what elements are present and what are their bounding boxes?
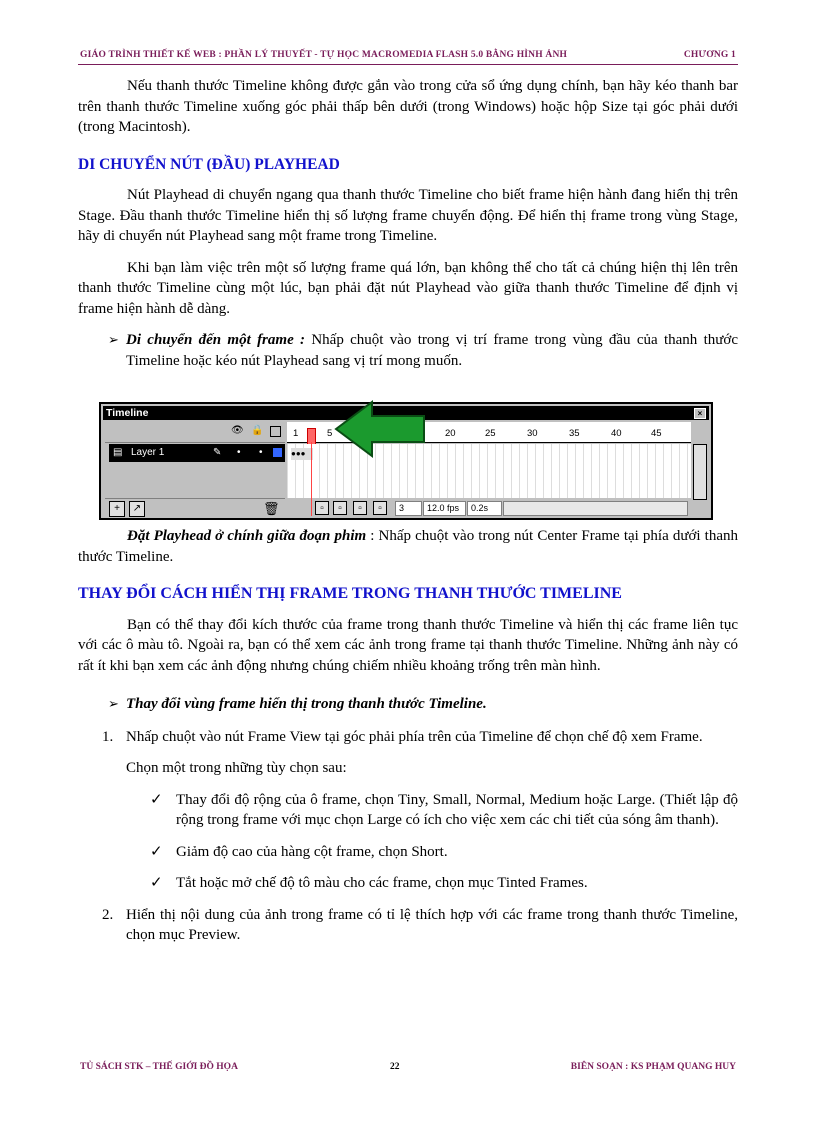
onion-skin-icon[interactable]: ▫ [333,501,347,515]
onion-outline-icon[interactable]: ▫ [353,501,367,515]
section-heading: THAY ĐỔI CÁCH HIỂN THỊ FRAME TRONG THANH THƯỚC TIMELINE [78,585,622,602]
ruler-label: 25 [485,428,496,439]
check-icon: ✓ [150,875,163,891]
green-arrow-icon [332,394,432,464]
current-frame: 3 [395,501,422,516]
vertical-scrollbar[interactable] [693,444,707,500]
item-text: Nhấp chuột vào nút Frame View tại góc phải phía trên của Timeline để chọn chế độ xem Frame. [126,728,703,745]
bullet-item [78,694,738,715]
ruler-label: 40 [611,428,622,439]
arrow-bullet-icon: ➢ [108,332,119,347]
check-item [78,790,738,831]
paragraph-emphasis: Đặt Playhead ở chính giữa đoạn phim [127,528,367,544]
numbered-item [78,727,738,748]
paragraph: Khi bạn làm việc trên một số lượng frame quá lớn, bạn không thể cho tất cả chúng hiện thị lên trên thanh thước Timeline cùng một lúc, bạn phải đặt nút Playhead vào giữa thanh thước Timeline để định vị frame hiện hành dễ dàng. [78,259,738,317]
check-text: Thay đổi độ rộng của ô frame, chọn Tiny, Small, Normal, Medium hoặc Large. (Thiết lập độ rộng trong frame với mục chọn Large có ích cho việc xem các chi tiết của sóng âm thanh). [176,791,738,828]
layer-panel [105,422,285,516]
paragraph: Chọn một trong những tùy chọn sau: [126,760,347,776]
bullet-emphasis: Thay đổi vùng frame hiển thị trong thanh thước Timeline. [126,696,487,712]
page-header [78,48,738,65]
page-footer [78,1062,738,1076]
numbered-item [78,905,738,946]
paragraph-text: : Nhấp chuột vào trong nút Center Frame tại phía dưới thanh thước Timeline. [78,528,738,565]
trash-icon[interactable]: 🗑 [263,501,280,516]
edit-multiple-icon[interactable]: ▫ [373,501,387,515]
horizontal-scrollbar[interactable] [503,501,688,516]
check-icon: ✓ [150,791,163,808]
ruler-label: 20 [445,428,456,439]
item-number: 2. [102,906,114,923]
header-title: GIÁO TRÌNH THIẾT KẾ WEB : PHẦN LÝ THUYẾT - TỰ HỌC MACROMEDIA FLASH 5.0 BẰNG HÌNH ẢNH [80,50,568,60]
check-text: Tắt hoặc mở chế độ tô màu cho các frame, chọn mục Tinted Frames. [176,875,588,891]
header-chapter: CHƯƠNG 1 [683,50,736,60]
item-number: 1. [102,728,114,745]
layer-row[interactable] [109,444,285,462]
ruler-label: 5 [327,428,333,439]
ruler-label: 1 [293,428,299,439]
check-text: Giảm độ cao của hàng cột frame, chọn Short. [176,843,448,860]
frame-rate: 12.0 fps [423,501,466,516]
footer-right: BIÊN SOẠN : KS PHẠM QUANG HUY [570,1062,736,1072]
paragraph: Nút Playhead di chuyển ngang qua thanh thước Timeline cho biết frame hiện hành đang hiển thị trên Stage. Đầu thanh thước Timeline hiển thị số lượng frame chuyển động. Để hiển thị frame trong vùng Stage, hãy di chuyển nút Playhead sang một frame trong Timeline. [78,187,738,244]
keyframes: ●●● [291,448,313,460]
bullet-text: Nhấp chuột vào trong vị trí frame trong vùng đầu của thanh thước Timeline hoặc kéo nút Playhead sang vị trí mong muốn. [126,332,738,369]
bullet-emphasis: Di chuyển đến một frame : [126,332,306,348]
layer-name: Layer 1 [131,447,165,458]
paragraph: Bạn có thể thay đổi kích thước của frame trong thanh thước Timeline và hiển thị các frame liên tục với các ô màu tô. Ngoài ra, bạn có thể xem các ảnh trong frame tại thanh thước Timeline. Những ảnh này có rất ít khi bạn xem các ảnh động nhưng chúng chiếm nhiều khoảng trống trên màn hình. [78,616,738,674]
section-heading: DI CHUYỂN NÚT (ĐẦU) PLAYHEAD [78,155,340,173]
outline-color-icon [273,448,282,457]
footer-left: TỦ SÁCH STK – THẾ GIỚI ĐỒ HỌA [80,1062,238,1072]
elapsed-time: 0.2s [467,501,502,516]
paragraph [78,526,738,567]
lock-icon[interactable]: 🔒 [251,425,264,436]
item-text: Hiển thị nội dung của ảnh trong frame có tỉ lệ thích hợp với các frame trong thanh thước Timeline, chọn mục Preview. [126,906,738,943]
layer-header [105,422,285,443]
pencil-icon: ✎ [213,447,222,458]
check-item [78,842,738,863]
bullet-item [78,330,738,371]
check-item [78,873,738,894]
timeline-title: Timeline [106,407,149,419]
timeline-status-bar [287,500,691,516]
add-guide-icon[interactable]: ↗ [129,501,145,517]
ruler-label: 35 [569,428,580,439]
layer-icon: ▤ [113,447,123,458]
dot-icon: • [237,447,241,458]
outline-icon[interactable] [270,426,281,437]
dot-icon: • [259,447,263,458]
page-number: 22 [390,1062,400,1072]
paragraph: Nếu thanh thước Timeline không được gắn vào trong cửa sổ ứng dụng chính, bạn hãy kéo thanh bar trên thanh thước Timeline xuống góc phải thấp bên dưới (trong Windows) hoặc hộp Size tại góc phải dưới (trong Macintosh). [78,78,738,135]
eye-icon[interactable]: 👁 [231,425,244,436]
ruler-label: 45 [651,428,662,439]
center-frame-icon[interactable]: ▫ [315,501,329,515]
ruler-label: 30 [527,428,538,439]
layer-footer [105,498,285,517]
check-icon: ✓ [150,843,163,860]
timeline-figure [99,402,713,520]
close-icon[interactable]: × [694,408,706,419]
add-layer-icon[interactable]: + [109,501,125,517]
arrow-bullet-icon: ➢ [108,696,119,711]
